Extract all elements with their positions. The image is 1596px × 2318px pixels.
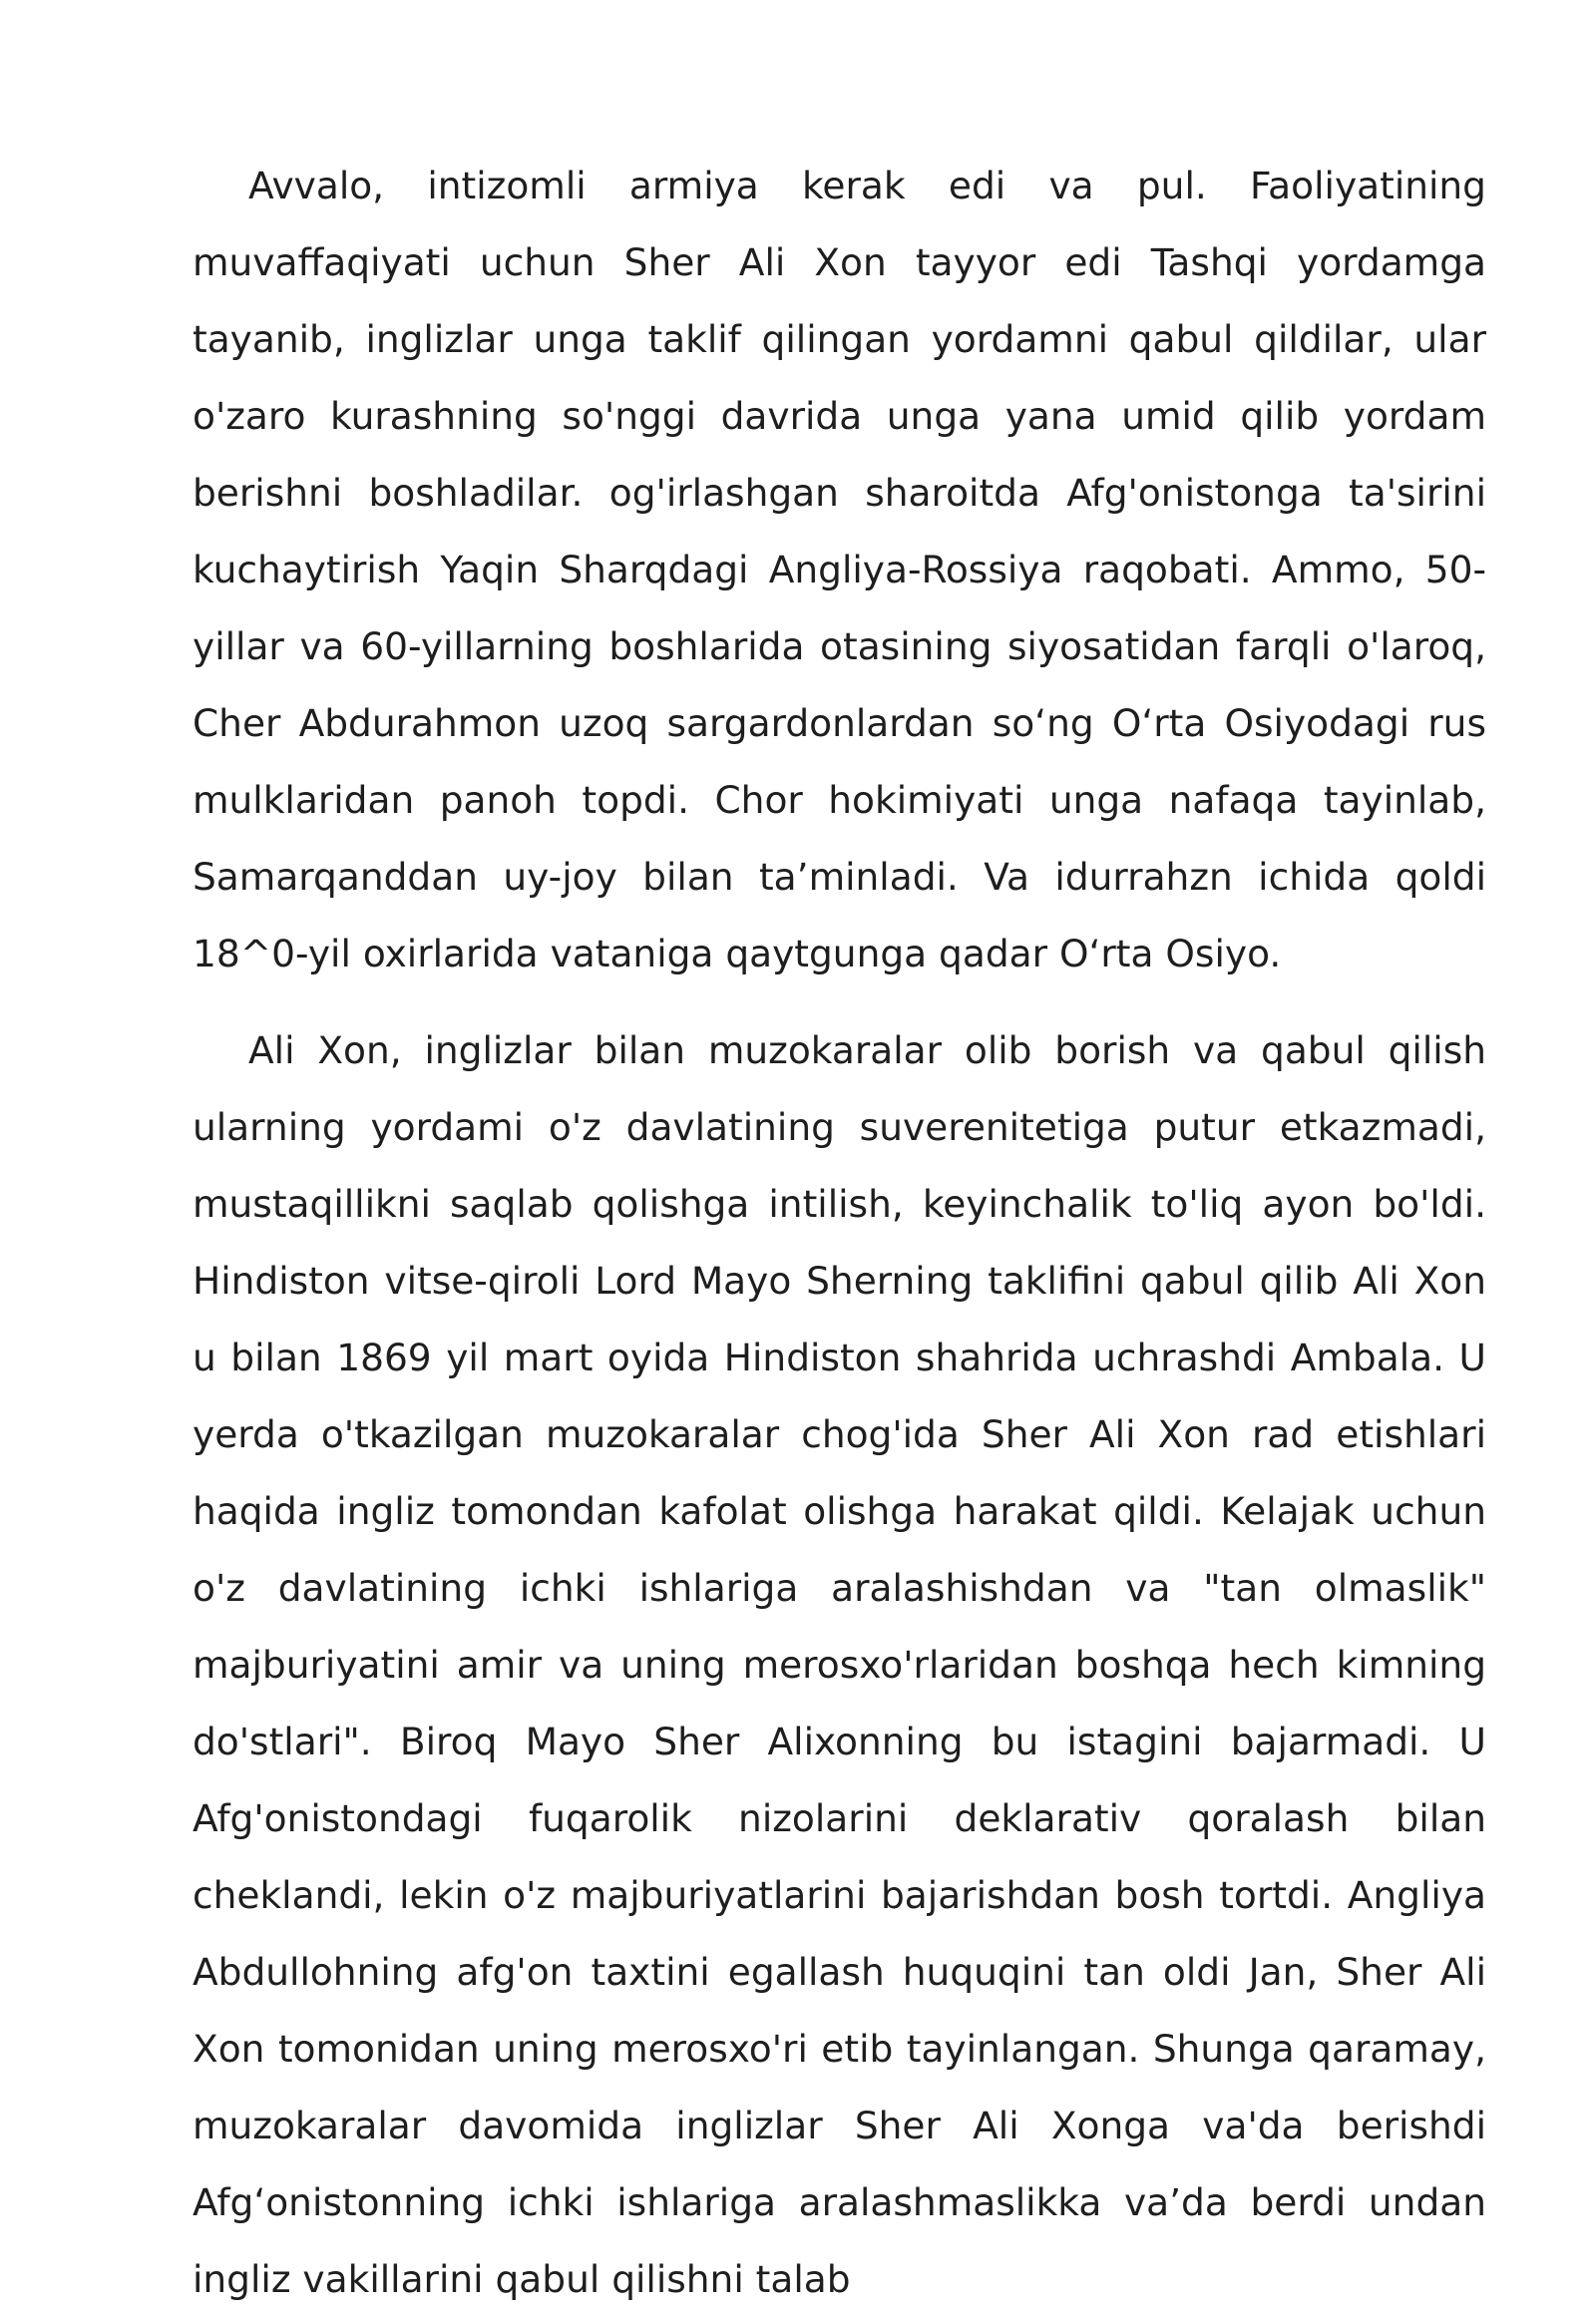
paragraph-1: Avvalo, intizomli armiya kerak edi va pul. Faoliyatining muvaffaqiyati uchun Sher Ali Xon tayyor edi Tashqi yordamga tayanib, inglizlar unga taklif qilingan yordamni qabul qildilar, ular o'zaro kurashning so'nggi davrida unga yana umid qilib yordam berishni boshladilar. og'irlashgan sharoitda Afg'onistonga ta'sirini kuchaytirish Yaqin Sharqdagi Angliya-Rossiya raqobati. Ammo, 50-yillar va 60-yillarning boshlarida otasining siyosatidan farqli o'laroq, Cher Abdurahmon uzoq sargardonlardan so‘ng O‘rta Osiyodagi rus mulklaridan panoh topdi. Chor hokimiyati unga nafaqa tayinlab, Samarqanddan uy-joy bilan ta’minladi. Va idurrahzn ichida qoldi 18^0-yil oxirlarida vataniga qaytgunga qadar O‘rta Osiyo. [193, 164, 1486, 975]
document-body [193, 148, 1486, 2318]
paragraph-2: Ali Xon, inglizlar bilan muzokaralar olib borish va qabul qilish ularning yordami o'z davlatining suverenitetiga putur etkazmadi, mustaqillikni saqlab qolishga intilish, keyinchalik to'liq ayon bo'ldi. Hindiston vitse-qiroli Lord Mayo Sherning taklifini qabul qilib Ali Xon u bilan 1869 yil mart oyida Hindiston shahrida uchrashdi Ambala. U yerda o'tkazilgan muzokaralar chog'ida Sher Ali Xon rad etishlari haqida ingliz tomondan kafolat olishga harakat qildi. Kelajak uchun o'z davlatining ichki ishlariga aralashishdan va "tan olmaslik" majburiyatini amir va uning merosxo'rlaridan boshqa hech kimning do'stlari". Biroq Mayo Sher Alixonning bu istagini bajarmadi. U Afg'onistondagi fuqarolik nizolarini deklarativ qoralash bilan cheklandi, lekin o'z majburiyatlarini bajarishdan bosh tortdi. Angliya Abdullohning afg'on taxtini egallash huquqini tan oldi Jan, Sher Ali Xon tomonidan uning merosxo'ri etib tayinlangan. Shunga qaramay, muzokaralar davomida inglizlar Sher Ali Xonga va'da berishdi Afg‘onistonning ichki ishlariga aralashmaslikka va’da berdi undan ingliz vakillarini qabul qilishni talab [193, 1028, 1486, 2301]
